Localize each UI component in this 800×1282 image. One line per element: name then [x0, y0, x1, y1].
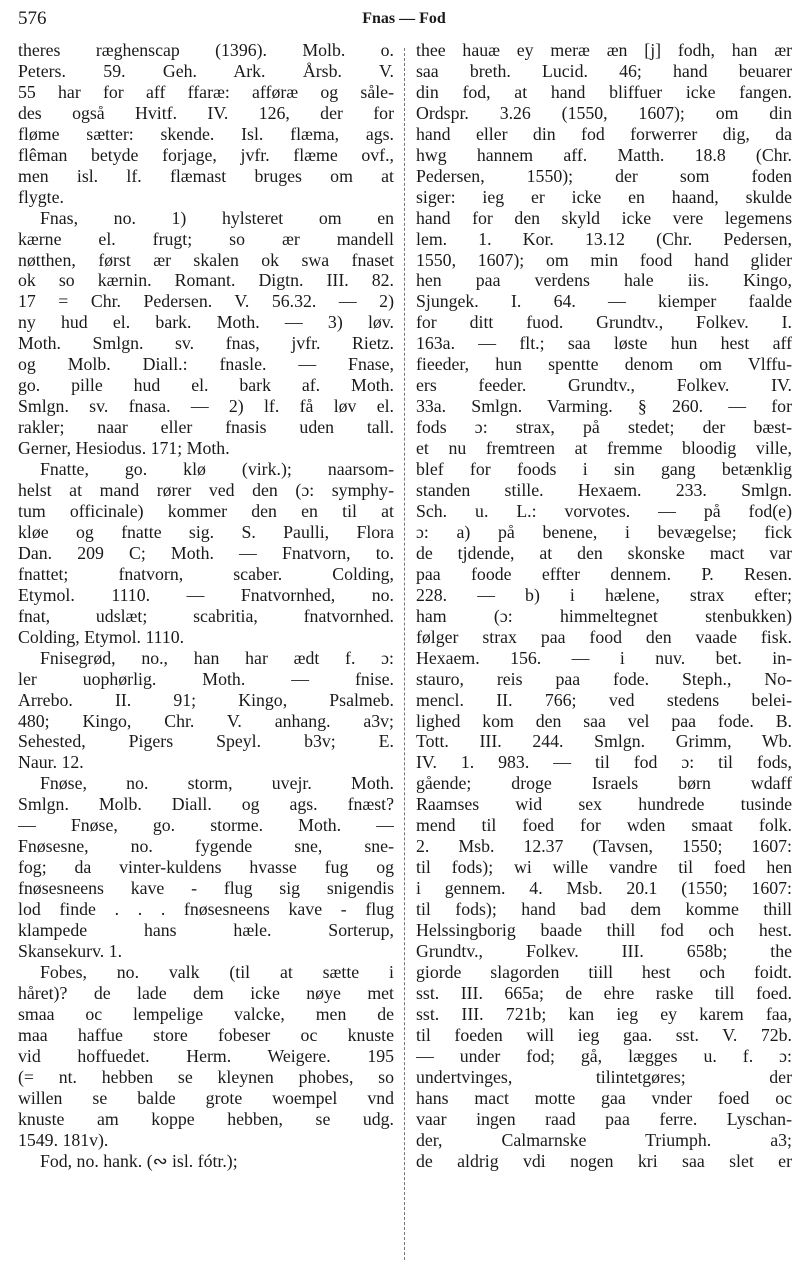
left-column-line: Gerner, Hesiodus. 171; Moth.: [18, 438, 230, 459]
left-column-line: 55 har for aff ffaræ: afføræ og såle-: [18, 81, 394, 102]
right-column-line: mencl. II. 766; ved stedens belei-: [416, 689, 792, 710]
left-column-line: theres ræghenscap (1396). Molb. o.: [18, 40, 394, 60]
right-column-line: for ditt fuod. Grundtv., Folkev. I.: [416, 312, 792, 333]
left-column-line: lod finde . . . fnøsesneens kave - flug: [18, 899, 394, 920]
left-column-line: fløme sætter: skende. Isl. flæma, ags.: [18, 123, 394, 144]
page-number: 576: [18, 8, 47, 29]
right-column-line: Grundtv., Folkev. III. 658b; the: [416, 940, 792, 961]
right-column-line: 228. — b) i hælene, strax efter;: [416, 584, 792, 605]
right-column-line: mend til foed for wden smaat folk.: [416, 815, 792, 836]
right-column-line: siger: ieg er icke en haand, skulde: [416, 186, 792, 207]
left-column-line: Moth. Smlgn. sv. fnas, jvfr. Rietz.: [18, 333, 394, 354]
left-column-line: Skansekurv. 1.: [18, 940, 123, 961]
right-column-line: standen stille. Hexaem. 233. Smlgn.: [416, 480, 792, 501]
left-column-line: — Fnøse, go. storme. Moth. —: [18, 815, 394, 836]
right-column-line: Tott. III. 244. Smlgn. Grimm, Wb.: [416, 731, 792, 752]
right-column-line: Sch. u. L.: vorvotes. — på fod(e): [416, 500, 792, 521]
left-column-line: fnattet; fnatvorn, scaber. Colding,: [18, 563, 394, 584]
right-column-line: ers feeder. Grundtv., Folkev. IV.: [416, 375, 792, 396]
right-column-line: ham (ɔ: himmeltegnet stenbukken): [416, 605, 792, 626]
right-column-line: fieeder, hun spentte denom om Vlffu-: [416, 354, 792, 375]
right-column-line: sst. III. 665a; de ehre raske till foed.: [416, 982, 792, 1003]
right-column-line: til foeden will ieg gaa. sst. V. 72b.: [416, 1024, 792, 1045]
left-column-line: Sehested, Pigers Speyl. b3v; E.: [18, 731, 394, 752]
right-column-line: paa foode effter dennem. P. Resen.: [416, 563, 792, 584]
left-column-line: Naur. 12.: [18, 752, 84, 773]
left-column-line: Smlgn. Molb. Diall. og ags. fnæst?: [18, 794, 394, 815]
left-column-line: Fod, no. hank. (∾ isl. fótr.);: [40, 1150, 238, 1171]
right-column-line: et nu fremtreen at fremme bloodig ville,: [416, 438, 792, 459]
left-column: [18, 40, 394, 1276]
right-column-line: lighed kom den saa vel paa fode. B.: [416, 710, 792, 731]
left-column-line: flygte.: [18, 186, 64, 207]
right-column-line: giorde slagorden tiill hest och foidt.: [416, 961, 792, 982]
left-column-line: go. pille hud el. bark af. Moth.: [18, 375, 394, 396]
right-column-line: de tjdende, at den skonske mact var: [416, 542, 792, 563]
left-column-line: 1549. 181v).: [18, 1129, 109, 1150]
left-column-line: håret)? de lade dem icke nøye met: [18, 982, 394, 1003]
right-column-line: til fods); hand bad dem komme thill: [416, 899, 792, 920]
right-column-line: gående; droge Israels børn wdaff: [416, 773, 792, 794]
right-column-line: til fods); wi wille vandre til foed hen: [416, 857, 792, 878]
left-column-line: fnøsesneens kave - flug sig snigendis: [18, 878, 394, 899]
left-column-line: rakler; naar eller fnasis uden tall.: [18, 417, 394, 438]
right-column-line: de aldrig vdi nogen kri saa slet er: [416, 1150, 792, 1171]
right-column-line: der, Calmarnske Triumph. a3;: [416, 1129, 792, 1150]
right-column-line: sst. III. 721b; kan ieg ey karem faa,: [416, 1003, 792, 1024]
right-column-line: Helssingborig baade thill fod och hest.: [416, 920, 792, 941]
right-column-line: — under fod; gå, lægges u. f. ɔ:: [416, 1045, 792, 1066]
left-column-line: smaa oc lempelige valcke, men de: [18, 1003, 394, 1024]
right-column-line: 33a. Smlgn. Varming. § 260. — for: [416, 396, 792, 417]
right-column-line: blef for foods i sin gang betænklig: [416, 459, 792, 480]
left-column-line: Fnas, no. 1) hylsteret om en: [40, 207, 394, 228]
right-column-line: i gennem. 4. Msb. 20.1 (1550; 1607:: [416, 878, 792, 899]
right-column-line: thee hauæ ey meræ æn [j] fodh, han ær: [416, 40, 792, 60]
right-column-line: hen paa verdens hale iis. Kingo,: [416, 270, 792, 291]
left-column-line: knuste am koppe hebben, se udg.: [18, 1108, 394, 1129]
right-column-line: vaar ingen raad paa ferre. Lyschan-: [416, 1108, 792, 1129]
left-column-line: Dan. 209 C; Moth. — Fnatvorn, to.: [18, 542, 394, 563]
right-column-line: Raamses wid sex hundrede tusinde: [416, 794, 792, 815]
right-column-line: IV. 1. 983. — til fod ɔ: til fods,: [416, 752, 792, 773]
right-column-line: 2. Msb. 12.37 (Tavsen, 1550; 1607:: [416, 836, 792, 857]
left-column-line: maa haffue store fobeser oc knuste: [18, 1024, 394, 1045]
right-column-line: hwg hannem aff. Matth. 18.8 (Chr.: [416, 144, 792, 165]
left-column-line: Fobes, no. valk (til at sætte i: [40, 961, 394, 982]
left-column-line: Arrebo. II. 91; Kingo, Psalmeb.: [18, 689, 394, 710]
left-column-line: flêman betyde forjage, jvfr. flæme ovf.,: [18, 144, 394, 165]
left-column-line: ok so kærnin. Romant. Digtn. III. 82.: [18, 270, 394, 291]
left-column-line: 480; Kingo, Chr. V. anhang. a3v;: [18, 710, 394, 731]
right-column-line: lem. 1. Kor. 13.12 (Chr. Pedersen,: [416, 228, 792, 249]
left-column-line: fog; da vinter-kuldens hvasse fug og: [18, 857, 394, 878]
left-column-line: men isl. lf. flæmast bruges om at: [18, 165, 394, 186]
left-column-line: kløe og fnatte sig. S. Paulli, Flora: [18, 521, 394, 542]
right-column-line: Pedersen, 1550); der som foden: [416, 165, 792, 186]
right-column-line: undertvinges, tilintetgøres; der: [416, 1066, 792, 1087]
left-column-line: Smlgn. sv. fnasa. — 2) lf. få løv el.: [18, 396, 394, 417]
right-column-line: saa breth. Lucid. 46; hand beuarer: [416, 60, 792, 81]
right-column-line: hans mact motte gaa vnder foed oc: [416, 1087, 792, 1108]
left-column-line: nøtthen, først ær skalen ok swa fnaset: [18, 249, 394, 270]
left-column-line: willen se balde grote woempel vnd: [18, 1087, 394, 1108]
left-column-line: helst at mand rører ved den (ɔ: symphy-: [18, 480, 394, 501]
right-column-line: 163a. — flt.; saa løste hun hest aff: [416, 333, 792, 354]
right-column-line: fods ɔ: strax, på stedet; der bæst-: [416, 417, 792, 438]
right-column-line: hand for den skyld icke vere legemens: [416, 207, 792, 228]
right-column-line: din fod, at hand bliffuer icke fangen.: [416, 81, 792, 102]
right-column-line: Ordspr. 3.26 (1550, 1607); om din: [416, 102, 792, 123]
left-column-line: 17 = Chr. Pedersen. V. 56.32. — 2): [18, 291, 394, 312]
right-column-line: ɔ: a) på benene, i bevægelse; fick: [416, 521, 792, 542]
running-head: Fnas — Fod: [362, 10, 446, 27]
left-column-line: Colding, Etymol. 1110.: [18, 626, 185, 647]
left-column-line: Peters. 59. Geh. Ark. Årsb. V.: [18, 60, 394, 81]
left-column-line: Fnøse, no. storm, uvejr. Moth.: [40, 773, 394, 794]
left-column-line: fnat, udslæt; scabritia, fnatvornhed.: [18, 605, 394, 626]
right-column: [416, 40, 792, 1276]
left-column-line: Fnisegrød, no., han har ædt f. ɔ:: [40, 647, 394, 668]
right-column-line: 1550, 1607); om min food hand glider: [416, 249, 792, 270]
left-column-line: kærne el. frugt; so ær mandell: [18, 228, 394, 249]
left-column-line: og Molb. Diall.: fnasle. — Fnase,: [18, 354, 394, 375]
left-column-line: vid hoffuedet. Herm. Weigere. 195: [18, 1045, 394, 1066]
right-column-line: stauro, reis paa fode. Steph., No-: [416, 668, 792, 689]
left-column-line: tum officinale) kommer den en til at: [18, 500, 394, 521]
right-column-line: Sjungek. I. 64. — kiemper faalde: [416, 291, 792, 312]
left-column-line: ler uophørlig. Moth. — fnise.: [18, 668, 394, 689]
left-column-line: Fnatte, go. klø (virk.); naarsom-: [40, 459, 394, 480]
column-divider: [404, 48, 405, 1260]
right-column-line: hand eller din fod forwerrer dig, da: [416, 123, 792, 144]
left-column-line: (= nt. hebben se kleynen phobes, so: [18, 1066, 394, 1087]
left-column-line: ny hud el. bark. Moth. — 3) løv.: [18, 312, 394, 333]
page-header: [18, 4, 790, 34]
left-column-line: des også Hvitf. IV. 126, der for: [18, 102, 394, 123]
left-column-line: klampede hans hæle. Sorterup,: [18, 920, 394, 941]
left-column-line: Etymol. 1110. — Fnatvornhed, no.: [18, 584, 394, 605]
left-column-line: Fnøsesne, no. fygende sne, sne-: [18, 836, 394, 857]
right-column-line: Hexaem. 156. — i nuv. bet. in-: [416, 647, 792, 668]
right-column-line: følger strax paa food den vaade fisk.: [416, 626, 792, 647]
